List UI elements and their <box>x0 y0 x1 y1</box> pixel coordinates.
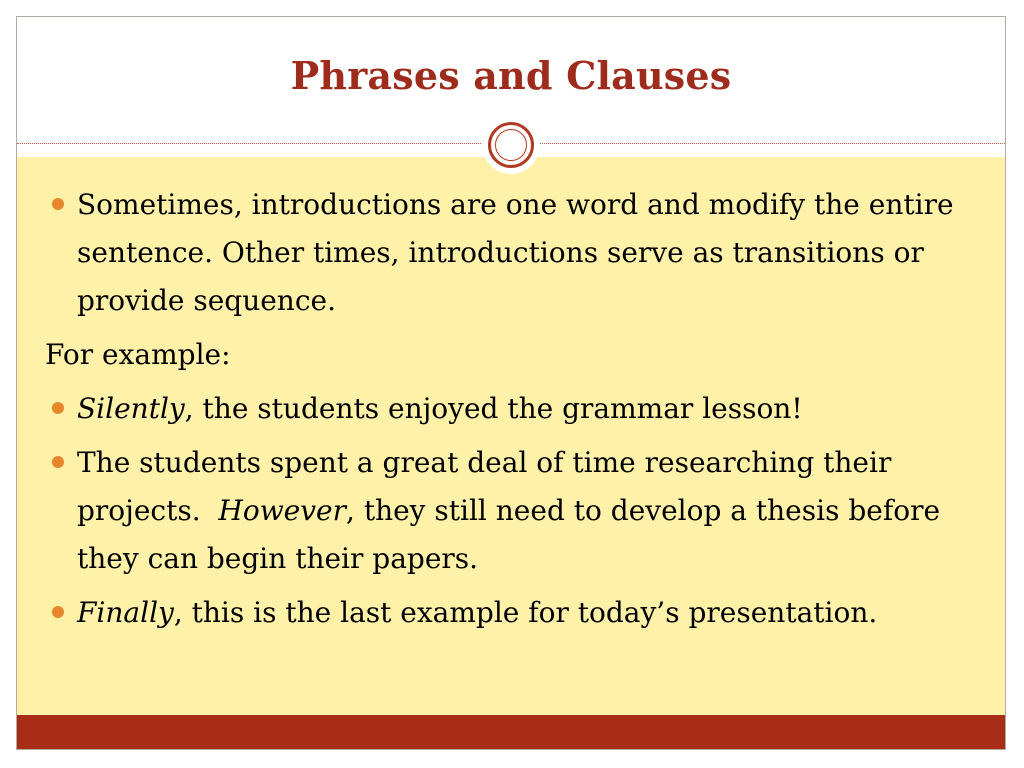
item-text: , this is the last example for today’s presentation. <box>173 596 878 629</box>
item-text-italic: Finally <box>77 596 174 629</box>
item-text-italic: Silently <box>77 392 185 425</box>
item-text: , they still need to develop a thesis before they can begin their papers. <box>77 494 941 575</box>
circle-ornament-icon <box>482 116 540 174</box>
list-item <box>45 385 995 433</box>
footer-bar <box>17 715 1005 749</box>
slide-title: Phrases and Clauses <box>290 53 732 98</box>
bullet-icon <box>52 606 64 618</box>
slide <box>16 16 1006 750</box>
bullet-icon <box>52 198 64 210</box>
item-text: The students spent a great deal of time researching their projects. <box>77 446 901 527</box>
list-item <box>45 331 995 379</box>
item-text-italic: However <box>218 494 347 527</box>
list-item <box>45 589 995 637</box>
bullet-icon <box>52 456 64 468</box>
item-text: , the students enjoyed the grammar lesson! <box>184 392 803 425</box>
list-item <box>45 181 995 325</box>
list-item <box>45 439 995 583</box>
item-text: For example: <box>45 338 231 371</box>
slide-body <box>45 181 995 643</box>
item-text: Sometimes, introductions are one word and modify the entire sentence. Other times, introductions serve as transitions or provide sequence. <box>77 188 954 317</box>
bullet-icon <box>52 402 64 414</box>
